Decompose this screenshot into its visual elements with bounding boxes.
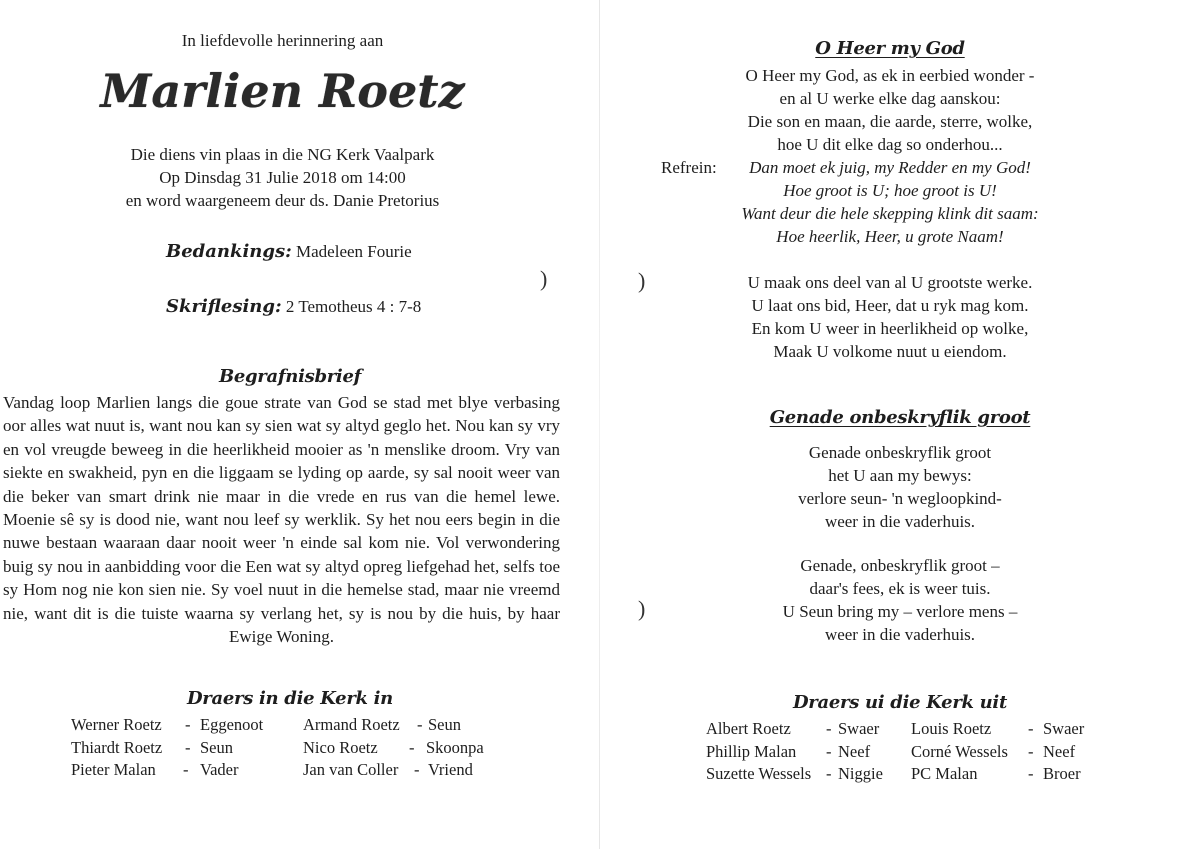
bearer-row [600,718,1200,741]
bearer-relation: Broer [1043,764,1081,783]
verse-line: U maak ons deel van al U grootste werke. [747,273,1033,292]
bearer-relation: Swaer [1043,719,1085,738]
verse-line: weer in die vaderhuis. [824,625,976,644]
service-line: Op Dinsdag 31 Julie 2018 om 14:00 [159,168,406,187]
verse-line: Genade onbeskryflik groot [808,443,992,462]
service-details [0,143,565,212]
bearer-sep: - [183,760,189,779]
bearer-relation: Vader [200,760,239,779]
thanks-value: Madeleen Fourie [296,242,412,261]
deceased-name: Marlien Roetz [100,64,465,118]
refrain-line: Dan moet ek juig, my Redder en my God! [749,158,1031,177]
bearer-row [600,741,1200,764]
bearer-relation: Seun [428,715,461,734]
reading-row [166,295,421,318]
verse-line: Maak U volkome nuut u eiendom. [773,342,1007,361]
bearer-relation: Seun [200,737,233,757]
hymn2-verse1 [600,441,1200,533]
verse-line: weer in die vaderhuis. [824,512,976,531]
bearer-relation: Eggenoot [200,715,264,734]
verse-line: en al U werke elke dag aanskou: [779,89,1001,108]
margin-mark: ) [638,596,646,621]
margin-mark: ) [638,268,646,293]
bearer-sep: - [409,737,415,757]
verse-line: U Seun bring my – verlore mens – [782,602,1018,621]
hymn2-title [600,407,1200,428]
bearer-relation: Vriend [428,760,473,779]
letter-title: Begrafnisbrief [218,366,362,387]
intro-text: In liefdevolle herinnering aan [181,31,384,50]
refrain-label: Refrein: [661,158,717,177]
bearers-in-list [0,714,600,782]
refrain-line: Want deur die hele skepping klink dit saam: [741,204,1039,223]
bearer-name: Thiardt Roetz [71,737,163,757]
bearer-relation: Niggie [838,764,883,783]
bearer-sep: - [826,764,832,783]
hymn1-title-text: O Heer my God [815,38,965,59]
right-page [600,0,1200,849]
bearer-sep: - [1028,764,1034,783]
bearer-name: PC Malan [911,764,978,783]
bearers-in-title: Draers in die Kerk in [187,688,393,709]
service-line: en word waargeneem deur ds. Danie Pretorius [125,191,440,210]
bearer-sep: - [826,719,832,738]
refrain [600,156,1180,248]
thanks-label: Bedankings: [166,241,292,262]
verse-line: daar's fees, ek is weer tuis. [809,579,991,598]
bearer-relation: Skoonpa [426,737,484,757]
bearer-row [0,714,600,737]
bearer-relation: Swaer [838,719,880,738]
hymn1-title [600,38,1180,59]
thanks-row [166,240,412,263]
bearer-name: Jan van Coller [303,760,399,779]
bearer-name: Albert Roetz [706,719,791,738]
verse-line: U laat ons bid, Heer, dat u ryk mag kom. [751,296,1029,315]
bearer-name: Armand Roetz [303,715,400,734]
bearer-name: Phillip Malan [706,741,797,761]
verse-line: Genade, onbeskryflik groot – [800,556,1000,575]
bearer-sep: - [185,737,191,757]
bearer-name: Louis Roetz [911,719,992,738]
verse-line: En kom U weer in heerlikheid op wolke, [751,319,1029,338]
refrain-line: Hoe heerlik, Heer, u grote Naam! [776,227,1004,246]
bearers-out-list [600,718,1200,786]
bearer-row [600,763,1200,786]
verse-line: verlore seun- 'n wegloopkind- [798,489,1002,508]
verse-line: Die son en maan, die aarde, sterre, wolke, [747,112,1033,131]
bearer-name: Nico Roetz [303,737,378,757]
bearers-out-title: Draers ui die Kerk uit [793,692,1007,713]
bearer-row [0,737,600,760]
bearer-sep: - [414,760,420,779]
verse-line: hoe U dit elke dag so onderhou... [777,135,1003,154]
letter-text: Vandag loop Marlien langs die goue strate van God se stad met blye verbasing oor alles wat nuut is, want nou kan sy sien wat sy altyd geglo het. Nou kan sy vry en vol vreugde beweeg in die heerlikheid mooier as 'n menslike droom. Vry van siekte en swakheid, pyn en die liggaam se lyding op aarde, sy sal nooit weer van die beker van smart drink nie maar in die vrede en rus van die hemel lewe. Moenie sê sy is dood nie, want nou leef sy werklik. Sy het nou eers begin in die nuwe bestaan waaraan daar nooit weer 'n einde sal kom nie. Vol verwondering buig sy nou in aanbidding voor die Een wat sy altyd opreg liefgehad het, selfs toe sy Hom nog nie kon sien nie. Sy voel nuut in die hemelse stad, maar nie vreemd nie, want dit is die tuiste waarna sy verlang het, sy is nou by die huis, by haar Ewige Woning. [3,393,560,647]
bearer-sep: - [417,715,423,734]
bearer-sep: - [1028,741,1034,761]
hymn2-title-text: Genade onbeskryflik groot [769,407,1031,428]
hymn2-verse2 [600,554,1200,646]
bearer-name: Pieter Malan [71,760,156,779]
service-line: Die diens vin plaas in die NG Kerk Vaalpark [130,145,435,164]
margin-mark: ) [540,266,548,291]
bearer-name: Werner Roetz [71,715,162,734]
refrain-line: Hoe groot is U; hoe groot is U! [783,181,997,200]
bearer-sep: - [1028,719,1034,738]
bearer-sep: - [826,741,832,761]
reading-value: 2 Temotheus 4 : 7-8 [285,297,422,316]
bearer-row [0,759,600,782]
reading-label: Skriflesing: [166,296,282,317]
bearer-relation: Neef [838,741,871,761]
verse-line: het U aan my bewys: [828,466,972,485]
bearer-name: Corné Wessels [911,741,1008,761]
bearer-relation: Neef [1043,741,1076,761]
bearer-name: Suzette Wessels [706,764,812,783]
bearer-sep: - [185,715,191,734]
hymn1-verse2 [600,271,1180,363]
hymn1-verse1 [600,64,1180,156]
verse-line: O Heer my God, as ek in eerbied wonder - [745,66,1035,85]
